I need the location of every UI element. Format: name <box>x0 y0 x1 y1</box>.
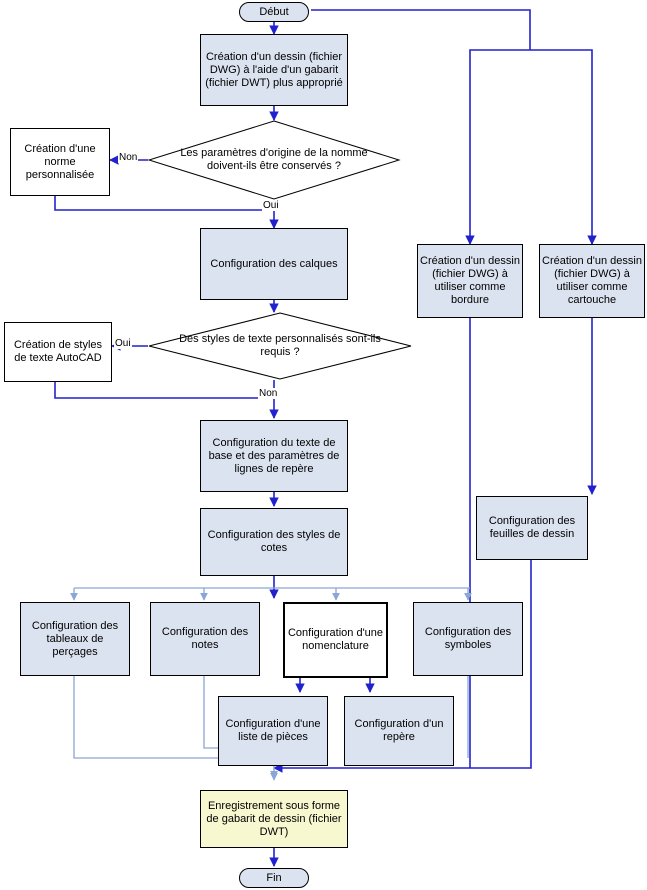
node-border-dwg-label: Création d'un dessin (fichier DWG) à utiliser comme bordure <box>420 255 520 306</box>
node-custom-norm-label: Création d'une norme personnalisée <box>24 142 96 181</box>
node-start-label: Début <box>259 5 289 18</box>
node-hole-tables-label: Configuration des tableaux de perçages <box>31 619 119 658</box>
node-parts-list-label: Configuration d'une liste de pièces <box>225 718 321 743</box>
edge-label-norm-yes: Oui <box>263 200 279 211</box>
node-end <box>239 868 309 888</box>
node-balloon <box>344 696 454 766</box>
node-hole-tables <box>20 602 130 676</box>
node-custom-norm <box>10 128 110 196</box>
node-nomenclature <box>283 602 388 678</box>
node-symbols-label: Configuration des symboles <box>424 626 512 651</box>
node-nomenclature-label: Configuration d'une nomenclature <box>287 627 384 652</box>
edge-label-styles-yes: Oui <box>115 338 131 349</box>
node-save-dwt-label: Enregistrement sous forme de gabarit de dessin (fichier DWT) <box>206 799 342 838</box>
node-base-text <box>200 420 348 492</box>
node-title-block-dwg-label: Création d'un dessin (fichier DWG) à utiliser comme cartouche <box>542 255 642 306</box>
node-decision-styles-label: Des styles de texte personnalisés sont-ils requis ? <box>179 333 381 358</box>
node-sheets <box>476 496 588 560</box>
edge-label-norm-no: Non <box>119 152 138 163</box>
node-text-styles <box>4 322 112 382</box>
node-text-styles-label: Création de styles de texte AutoCAD <box>13 339 103 364</box>
node-end-label: Fin <box>266 871 282 884</box>
node-notes <box>150 602 260 676</box>
node-create-dwg <box>200 34 348 106</box>
node-dim-styles <box>200 508 348 576</box>
edge-label-styles-no: Non <box>259 388 278 399</box>
node-layers-label: Configuration des calques <box>210 257 338 270</box>
node-dim-styles-label: Configuration des styles de cotes <box>207 529 341 554</box>
node-symbols <box>413 602 523 676</box>
node-parts-list <box>218 696 328 766</box>
node-balloon-label: Configuration d'un repère <box>354 718 444 743</box>
node-border-dwg <box>417 244 523 318</box>
node-title-block-dwg <box>539 244 645 318</box>
node-decision-norm-label: Les paramètres d'origine de la nomme doivent-ils être conservés ? <box>180 147 368 172</box>
node-layers <box>200 228 348 300</box>
node-sheets-label: Configuration des feuilles de dessin <box>488 515 576 540</box>
node-save-dwt <box>200 790 348 848</box>
node-decision-norm <box>148 120 400 200</box>
node-decision-styles <box>148 312 412 380</box>
node-base-text-label: Configuration du texte de base et des paramètres de lignes de repère <box>208 436 340 475</box>
node-notes-label: Configuration des notes <box>161 626 249 651</box>
node-start <box>239 2 309 22</box>
node-create-dwg-label: Création d'un dessin (fichier DWG) à l'aide d'un gabarit (fichier DWT) plus approprié <box>205 50 343 89</box>
